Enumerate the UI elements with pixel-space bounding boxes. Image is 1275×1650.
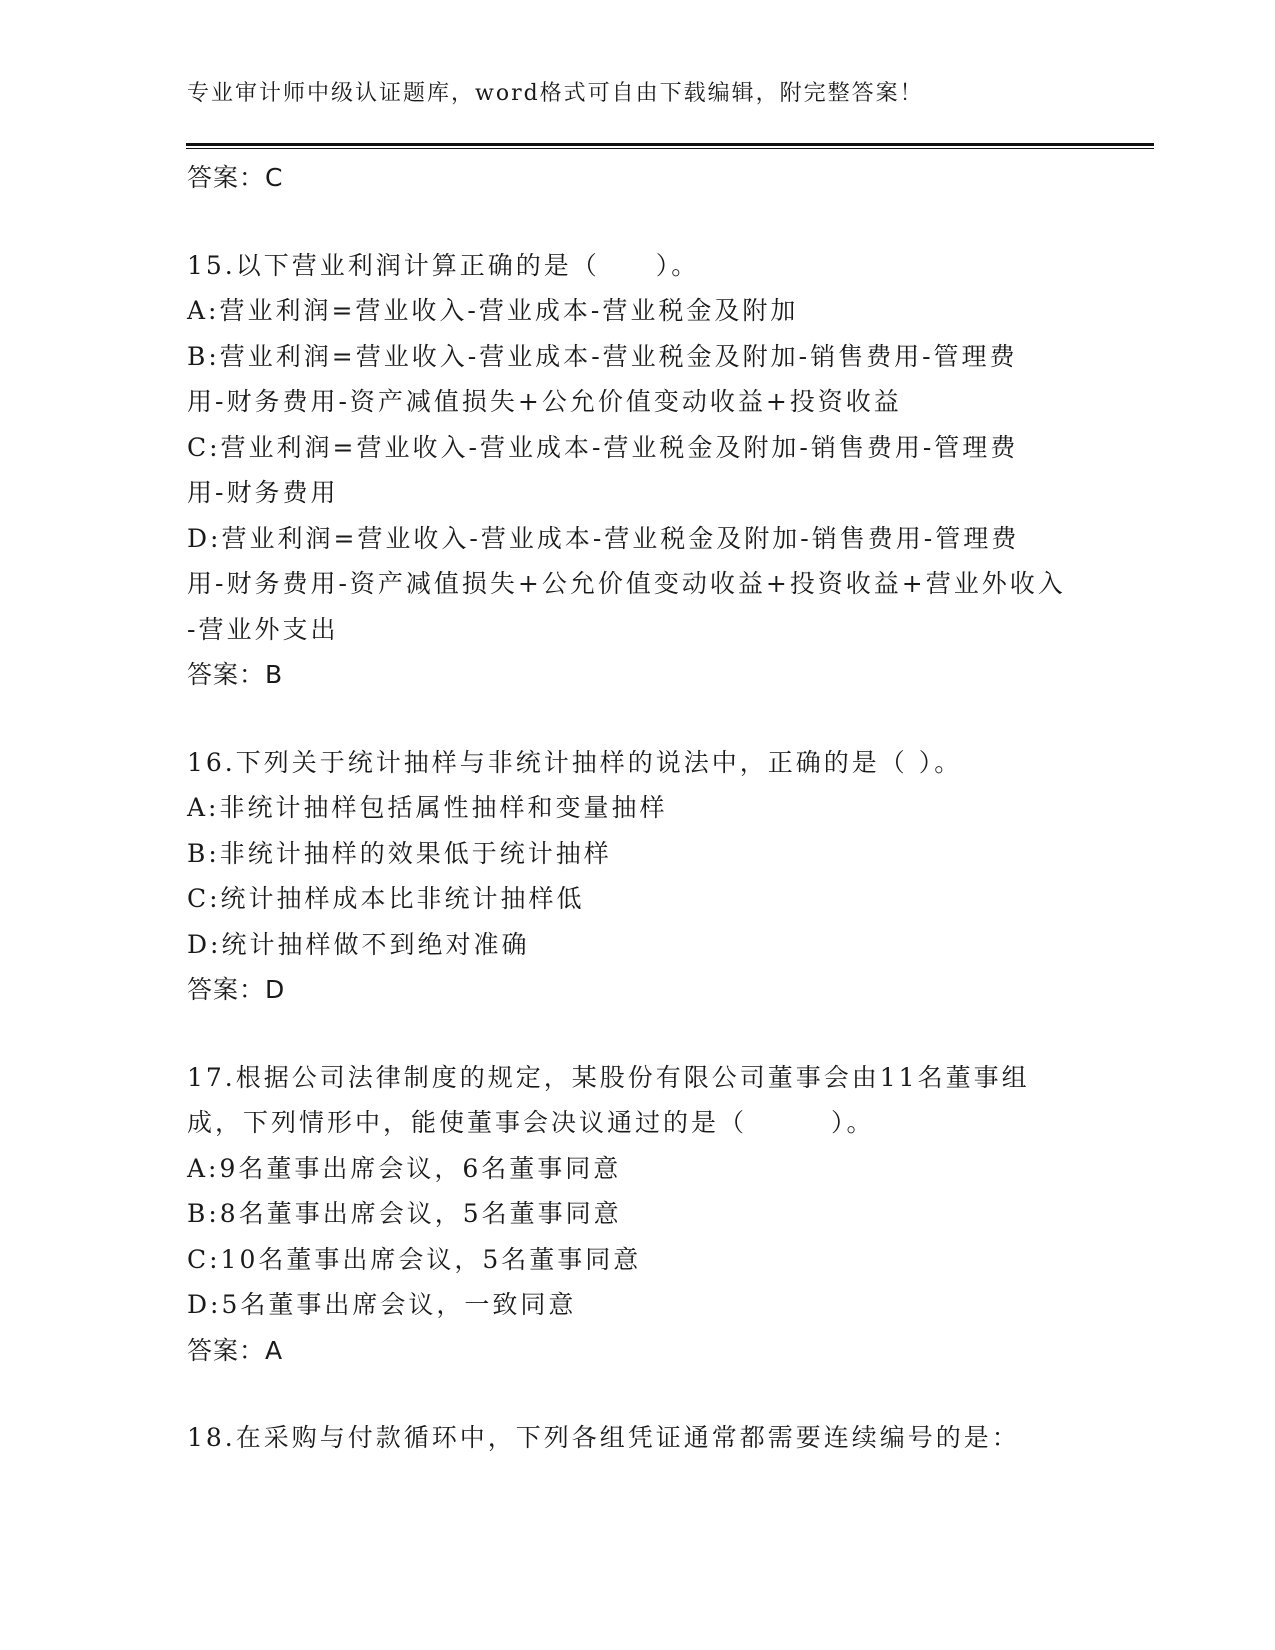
question-text-line: B:非统计抽样的效果低于统计抽样: [187, 838, 612, 868]
question-stem-line: 16.下列关于统计抽样与非统计抽样的说法中，正确的是（ ）。: [187, 747, 963, 777]
question-text-line: C:营业利润=营业收入-营业成本-营业税金及附加-销售费用-管理费: [187, 432, 1019, 462]
question-text-line: -营业外支出: [187, 614, 339, 644]
question-text-line: 成，下列情形中，能使董事会决议通过的是（ ）。: [187, 1108, 875, 1137]
block-gap: [187, 201, 1087, 243]
block-gap: [187, 698, 1087, 740]
question-stem-line: 17.根据公司法律制度的规定，某股份有限公司董事会由11名董事组: [187, 1062, 1030, 1092]
question-text-line: A:营业利润=营业收入-营业成本-营业税金及附加: [187, 296, 799, 325]
question-text-line: A:非统计抽样包括属性抽样和变量抽样: [187, 793, 668, 822]
document-body: [187, 155, 1087, 1461]
answer-line: 答案：D: [187, 975, 286, 1004]
question-text-line: D:营业利润=营业收入-营业成本-营业税金及附加-销售费用-管理费: [187, 523, 1020, 553]
question-text-line: 用-财务费用-资产减值损失+公允价值变动收益+投资收益: [187, 387, 902, 416]
question-text-line: D:5名董事出席会议，一致同意: [187, 1290, 577, 1319]
question-text-line: B:8名董事出席会议，5名董事同意: [187, 1199, 622, 1228]
answer-line: 答案：A: [187, 1335, 284, 1365]
question-stem-line: 18.在采购与付款循环中，下列各组凭证通常都需要连续编号的是：: [187, 1423, 1020, 1452]
question-text-line: A:9名董事出席会议，6名董事同意: [187, 1153, 622, 1183]
question-text-line: C:10名董事出席会议，5名董事同意: [187, 1244, 642, 1274]
header-rule-thin: [186, 148, 1154, 149]
question-text-line: B:营业利润=营业收入-营业成本-营业税金及附加-销售费用-管理费: [187, 341, 1018, 371]
block-gap: [187, 1013, 1087, 1055]
block-gap: [187, 1373, 1087, 1415]
page-header-text: 专业审计师中级认证题库，word格式可自由下载编辑，附完整答案！: [187, 81, 924, 106]
question-text-line: C:统计抽样成本比非统计抽样低: [187, 884, 585, 913]
question-text-line: 用-财务费用: [187, 478, 339, 507]
answer-line: 答案：B: [187, 660, 284, 689]
question-stem-line: 15.以下营业利润计算正确的是（ ）。: [187, 250, 700, 280]
answer-line: 答案：C: [187, 163, 284, 192]
question-text-line: D:统计抽样做不到绝对准确: [187, 929, 530, 959]
question-text-line: 用-财务费用-资产减值损失+公允价值变动收益+投资收益+营业外收入: [187, 569, 1066, 598]
header-rule-thick: [186, 143, 1154, 146]
